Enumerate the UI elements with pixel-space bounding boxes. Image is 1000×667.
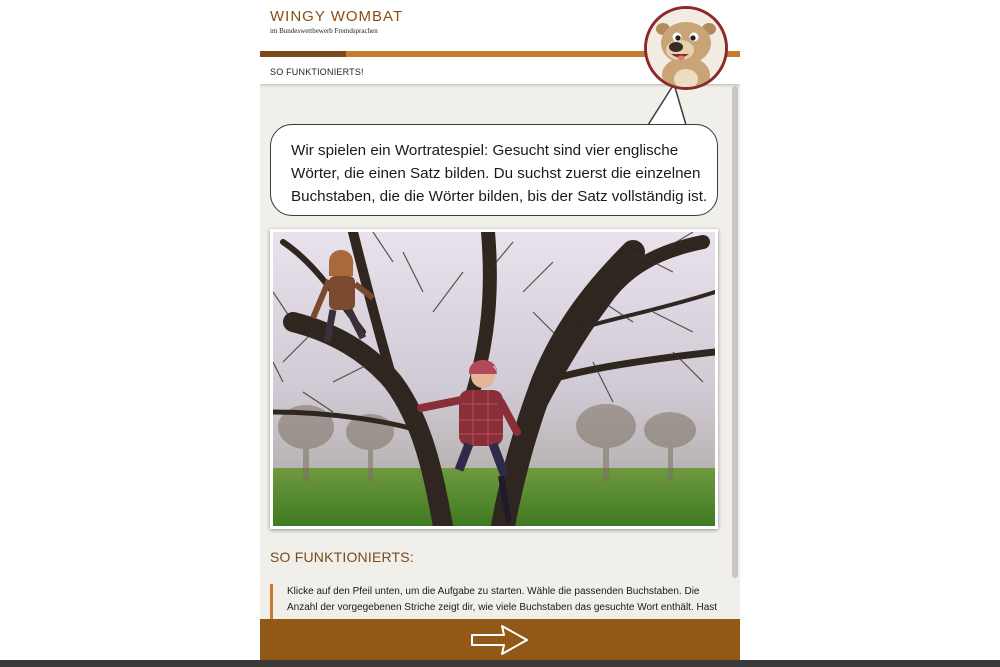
hero-photo xyxy=(270,229,718,529)
speech-bubble xyxy=(270,124,718,216)
speech-bubble-tail xyxy=(644,84,694,126)
next-arrow-button[interactable] xyxy=(470,623,530,657)
nav-link-so-funktionierts[interactable]: SO FUNKTIONIERTS! xyxy=(270,67,364,77)
wombat-mascot-avatar xyxy=(644,6,728,90)
section-title: SO FUNKTIONIERTS: xyxy=(270,549,414,565)
app-container xyxy=(260,0,740,660)
header-stripe-dark xyxy=(260,51,346,57)
brand-subtitle: im Bundeswettbewerb Fremdsprachen xyxy=(270,27,378,35)
instruction-text: Klicke auf den Pfeil unten, um die Aufgabe zu starten. Wähle die passenden Buchstaben. Die Anzahl der vorgegebenen Striche zeigt dir, wie viele Buchstaben das gesuchte Wort enthält. Hast xyxy=(287,586,718,613)
brand-title[interactable]: WINGY WOMBAT xyxy=(270,8,404,25)
footer-bar xyxy=(260,619,740,660)
bottom-bar xyxy=(0,660,1000,667)
arrow-right-icon xyxy=(470,623,530,657)
scrollbar[interactable] xyxy=(732,86,738,578)
instruction-block xyxy=(270,584,718,624)
speech-bubble-text: Wir spielen ein Wortratespiel: Gesucht sind vier englische Wörter, die einen Satz bilden. Du suchst zuerst die einzelnen Buchstaben, die die Wörter bilden, bis der Satz vollständig ist. xyxy=(291,142,708,205)
